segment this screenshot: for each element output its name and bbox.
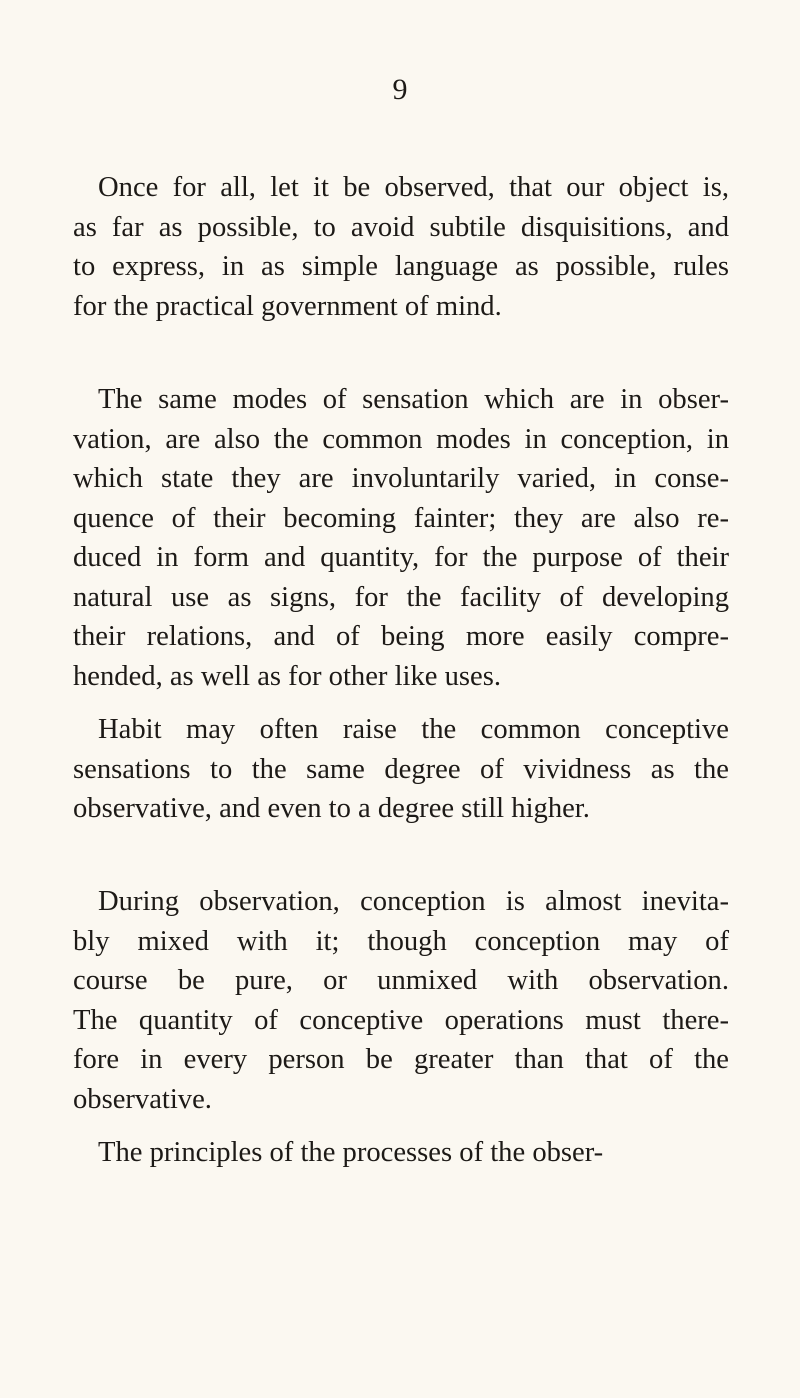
text-line: During observation, conception is almost inevita-: [98, 886, 729, 917]
text-line: Habit may often raise the common conceptive: [98, 714, 729, 745]
paragraph-principles: [73, 1133, 729, 1173]
text-line: observative, and even to a degree still higher.: [73, 793, 590, 824]
text-line: course be pure, or unmixed with observation.: [73, 965, 729, 996]
text-line: as far as possible, to avoid subtile disquisitions, and: [73, 211, 729, 243]
text-line: bly mixed with it; though conception may of: [73, 925, 729, 957]
paragraph-during-observation: [73, 882, 729, 1119]
text-line: vation, are also the common modes in conception, in: [73, 423, 729, 455]
text-line: quence of their becoming fainter; they are also re-: [73, 502, 729, 534]
text-line: The quantity of conceptive operations must there-: [73, 1004, 729, 1036]
text-line: The principles of the processes of the obser-: [98, 1137, 604, 1168]
paragraph-object-of-work: [73, 168, 729, 326]
page-number: 9: [392, 73, 408, 106]
paragraph-habit: [73, 710, 729, 829]
text-line: Once for all, let it be observed, that our object is,: [98, 172, 729, 203]
text-line: duced in form and quantity, for the purpose of their: [73, 542, 729, 573]
paragraph-modes-of-sensation: [73, 380, 729, 696]
text-line: sensations to the same degree of vividness as the: [73, 753, 729, 785]
text-line: observative.: [73, 1083, 212, 1115]
text-line: fore in every person be greater than that of the: [73, 1044, 729, 1075]
text-line: for the practical government of mind.: [73, 290, 502, 322]
text-line: which state they are involuntarily varied, in conse-: [73, 463, 729, 494]
text-line: their relations, and of being more easily compre-: [73, 621, 729, 652]
text-line: hended, as well as for other like uses.: [73, 660, 501, 692]
text-line: The same modes of sensation which are in obser-: [98, 384, 729, 415]
text-line: to express, in as simple language as possible, rules: [73, 251, 729, 282]
text-line: natural use as signs, for the facility of developing: [73, 581, 729, 613]
